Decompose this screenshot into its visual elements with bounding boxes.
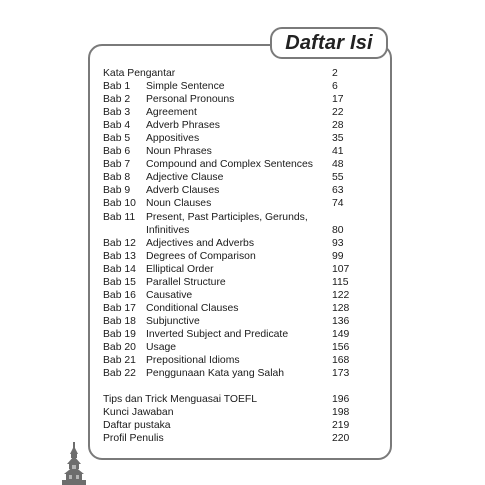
toc-page-number: 41 [332, 146, 344, 158]
toc-back-row [103, 393, 383, 406]
toc-chapter-row [103, 250, 383, 263]
toc-chapter-row [103, 341, 383, 354]
toc-chapter-number: Bab 3 [103, 107, 131, 119]
toc-page-number: 220 [332, 433, 350, 445]
toc-front-row [103, 67, 383, 80]
toc-chapter-number: Bab 18 [103, 315, 136, 327]
toc-page-number: 99 [332, 250, 344, 262]
toc-entry-title: Tips dan Trick Menguasai TOEFL [103, 394, 258, 406]
toc-chapter-title: Appositives [146, 133, 200, 145]
toc-page-number: 22 [332, 107, 344, 119]
toc-page-number: 156 [332, 341, 350, 353]
toc-title-tab [270, 27, 388, 59]
toc-chapter-title: Adjectives and Adverbs [146, 237, 255, 249]
toc-chapter-row [103, 315, 383, 328]
toc-chapter-title: Personal Pronouns [146, 94, 235, 106]
toc-page-number: 173 [332, 368, 350, 380]
toc-chapter-row [103, 158, 383, 171]
toc-chapter-row [103, 328, 383, 341]
toc-page-number: 115 [332, 276, 349, 288]
toc-chapter-title: Conditional Clauses [146, 302, 239, 314]
toc-page-number: 219 [332, 420, 350, 432]
toc-chapter-title: Present, Past Participles, Gerunds, Infinitives [146, 211, 308, 236]
toc-chapter-number: Bab 14 [103, 263, 136, 275]
toc-chapter-title: Noun Clauses [146, 198, 212, 210]
toc-chapter-number: Bab 5 [103, 133, 131, 145]
toc-chapter-number: Bab 16 [103, 289, 136, 301]
toc-chapter-title: Compound and Complex Sentences [146, 159, 313, 171]
toc-page-number: 48 [332, 159, 344, 171]
toc-chapter-row [103, 289, 383, 302]
toc-chapter-number: Bab 13 [103, 250, 136, 262]
toc-chapter-number: Bab 19 [103, 328, 136, 340]
toc-page-number: 136 [332, 315, 350, 327]
toc-chapter-row [103, 263, 383, 276]
toc-chapter-title: Adverb Clauses [146, 185, 220, 197]
toc-chapter-row [103, 367, 383, 380]
toc-chapter-number: Bab 2 [103, 94, 131, 106]
toc-chapter-title: Adverb Phrases [146, 120, 220, 132]
toc-page-number: 198 [332, 407, 350, 419]
toc-page-number: 55 [332, 172, 344, 184]
toc-entry-title: Profil Penulis [103, 433, 164, 445]
toc-chapter-row [103, 354, 383, 367]
toc-page-number: 2 [332, 68, 338, 79]
toc-chapter-row [103, 302, 383, 315]
toc-list [103, 67, 383, 445]
toc-chapter-row [103, 197, 383, 210]
toc-chapter-row [103, 145, 383, 158]
toc-page-number: 149 [332, 328, 350, 340]
toc-chapter-number: Bab 7 [103, 159, 131, 171]
toc-chapter-number: Bab 10 [103, 198, 136, 210]
toc-chapter-row [103, 93, 383, 106]
toc-chapter-title: Parallel Structure [146, 276, 226, 288]
toc-chapter-row [103, 237, 383, 250]
toc-chapter-number: Bab 17 [103, 302, 136, 314]
toc-chapter-title: Causative [146, 289, 193, 301]
toc-chapter-title: Penggunaan Kata yang Salah [146, 368, 285, 380]
toc-chapter-title: Degrees of Comparison [146, 250, 256, 262]
toc-entry-title: Daftar pustaka [103, 420, 171, 432]
toc-chapter-title: Agreement [146, 107, 197, 119]
toc-chapter-number: Bab 6 [103, 146, 131, 158]
toc-chapter-row [103, 106, 383, 119]
page-title: Daftar Isi [285, 31, 373, 54]
toc-chapter-row [103, 80, 383, 93]
toc-chapter-title: Subjunctive [146, 315, 200, 327]
toc-page-number: 74 [332, 198, 344, 210]
toc-chapter-number: Bab 22 [103, 368, 136, 380]
toc-chapter-row [103, 132, 383, 145]
toc-entry-title: Kunci Jawaban [103, 407, 174, 419]
toc-page-number: 107 [332, 263, 350, 275]
toc-chapter-number: Bab 21 [103, 355, 136, 367]
toc-page-number: 17 [332, 94, 344, 106]
toc-entry-title: Kata Pengantar [103, 68, 176, 79]
toc-page-number: 122 [332, 289, 350, 301]
toc-page-number: 93 [332, 237, 344, 249]
toc-page-number: 128 [332, 302, 350, 314]
toc-chapter-row [103, 119, 383, 132]
toc-chapter-row [103, 276, 383, 289]
toc-page-number: 28 [332, 120, 344, 132]
toc-chapter-number: Bab 8 [103, 172, 131, 184]
toc-chapter-row [103, 171, 383, 184]
toc-chapter-title: Simple Sentence [146, 81, 225, 93]
toc-back-row [103, 432, 383, 445]
toc-chapter-title: Inverted Subject and Predicate [146, 328, 289, 340]
toc-page-number: 168 [332, 355, 350, 367]
toc-chapter-row [103, 184, 383, 197]
toc-chapter-number: Bab 12 [103, 237, 136, 249]
toc-page-number: 80 [332, 224, 344, 236]
toc-chapter-title: Elliptical Order [146, 263, 214, 275]
toc-chapter-number: Bab 1 [103, 81, 131, 93]
toc-page-number: 63 [332, 185, 344, 197]
toc-chapter-row [103, 211, 383, 237]
toc-chapter-number: Bab 11 [103, 211, 136, 223]
toc-page-number: 6 [332, 81, 338, 93]
toc-chapter-number: Bab 9 [103, 185, 131, 197]
toc-chapter-number: Bab 15 [103, 276, 136, 288]
toc-back-row [103, 419, 383, 432]
toc-chapter-number: Bab 20 [103, 341, 136, 353]
toc-chapter-title: Usage [146, 341, 177, 353]
toc-chapter-title: Noun Phrases [146, 146, 212, 158]
toc-chapter-number: Bab 4 [103, 120, 131, 132]
pagoda-tower-icon [56, 440, 92, 485]
toc-page-number: 196 [332, 394, 350, 406]
toc-chapter-title: Adjective Clause [146, 172, 224, 184]
toc-chapter-title: Prepositional Idioms [146, 355, 240, 367]
toc-back-row [103, 406, 383, 419]
toc-page-number: 35 [332, 133, 344, 145]
